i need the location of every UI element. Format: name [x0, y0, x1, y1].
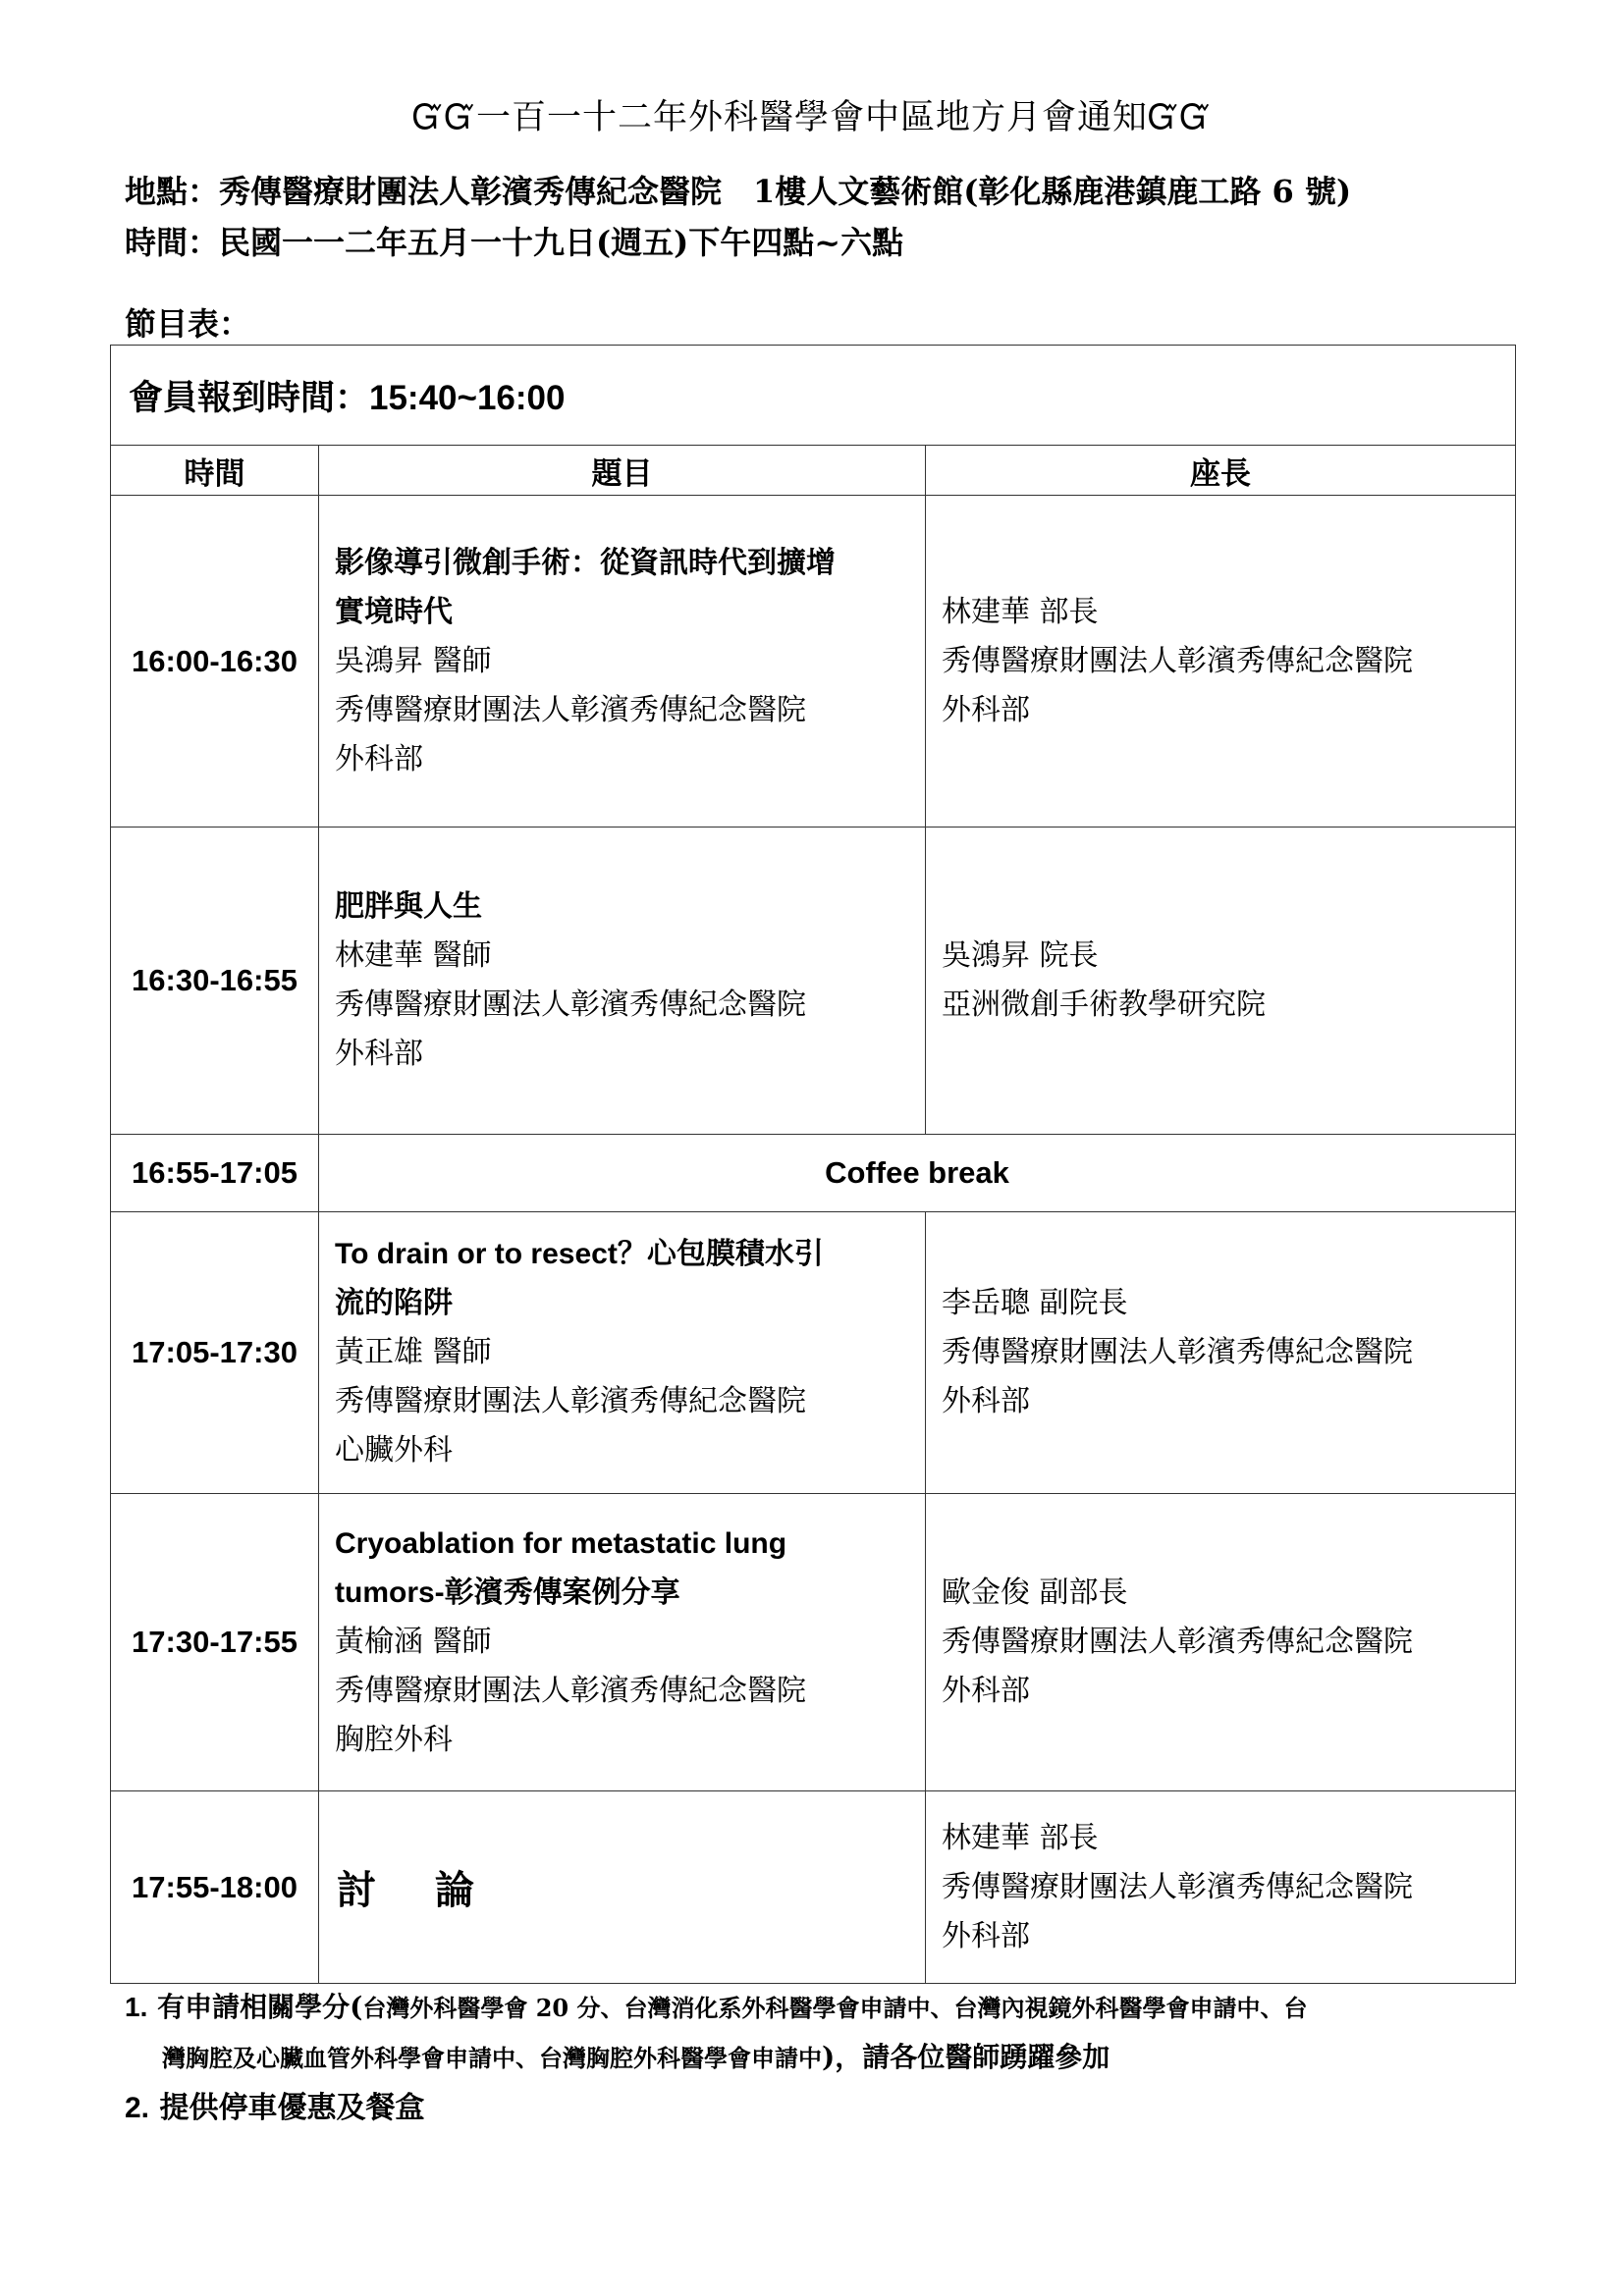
topic-title-line: 實境時代	[335, 594, 453, 629]
speaker-dept: 心臟外科	[335, 1433, 453, 1468]
row-chair	[926, 1791, 1516, 1984]
chair-dept: 外科部	[942, 1918, 1030, 1953]
schedule-table	[110, 345, 1516, 1984]
note-1	[125, 1983, 1529, 2083]
table-row	[111, 1791, 1516, 1984]
table-row	[111, 1135, 1516, 1212]
note-2-text: 提供停車優惠及餐盒	[159, 2091, 425, 2125]
note-1-credits-cont: 灣胸腔及心臟血管外科學會申請中、台灣胸腔外科醫學會申請中	[162, 2044, 822, 2072]
table-row	[111, 828, 1516, 1135]
chair-org: 亞洲微創手術教學研究院	[942, 988, 1266, 1022]
chair-name: 吳鴻昇 院長	[942, 938, 1099, 973]
header-topic: 題目	[319, 446, 926, 496]
topic-title-line: 影像導引微創手術：從資訊時代到擴增	[335, 545, 836, 580]
row-topic	[319, 828, 926, 1135]
note-1-credits: 台灣外科醫學會 20 分、台灣消化系外科醫學會申請中、台灣內視鏡外科醫學會申請中、台	[362, 1994, 1308, 2022]
chair-name: 李岳聰 副院長	[942, 1286, 1128, 1320]
speaker-dept: 外科部	[335, 1037, 423, 1071]
speaker-dept: 胸腔外科	[335, 1723, 453, 1757]
speaker-name: 黃榆涵 醫師	[335, 1625, 492, 1659]
row-chair	[926, 1494, 1516, 1791]
topic-title-line: tumors-彰濱秀傳案例分享	[335, 1576, 680, 1609]
chair-name: 林建華 部長	[942, 1820, 1099, 1855]
speaker-org: 秀傳醫療財團法人彰濱秀傳紀念醫院	[335, 1384, 806, 1418]
header-time: 時間	[111, 446, 319, 496]
note-2-number: 2.	[125, 2092, 150, 2124]
row-time: 17:55-18:00	[111, 1791, 319, 1984]
page-title: ᏳᏳ一百一十二年外科醫學會中區地方月會通知ᏳᏳ	[411, 98, 1213, 137]
chair-dept: 外科部	[942, 1674, 1030, 1708]
header-chair: 座長	[926, 446, 1516, 496]
row-chair	[926, 1212, 1516, 1494]
table-row	[111, 1212, 1516, 1494]
chair-org: 秀傳醫療財團法人彰濱秀傳紀念醫院	[942, 643, 1413, 678]
row-chair	[926, 496, 1516, 828]
speaker-dept: 外科部	[335, 741, 423, 776]
speaker-org: 秀傳醫療財團法人彰濱秀傳紀念醫院	[335, 1674, 806, 1708]
row-topic	[319, 1494, 926, 1791]
row-time: 16:55-17:05	[111, 1135, 319, 1212]
note-1-text-b: )，請各位醫師踴躍參加	[822, 2041, 1110, 2073]
location-line: 地點：秀傳醫療財團法人彰濱秀傳紀念醫院 1樓人文藝術館(彰化縣鹿港鎮鹿工路 6 號)	[125, 173, 1352, 210]
row-time: 17:30-17:55	[111, 1494, 319, 1791]
coffee-break: Coffee break	[319, 1135, 1516, 1212]
topic-title-line: 流的陷阱	[335, 1286, 453, 1320]
header-row	[111, 446, 1516, 496]
row-time: 17:05-17:30	[111, 1212, 319, 1494]
topic-title-line: 肥胖與人生	[335, 889, 482, 924]
row-topic	[319, 496, 926, 828]
speaker-org: 秀傳醫療財團法人彰濱秀傳紀念醫院	[335, 692, 806, 727]
table-row	[111, 496, 1516, 828]
chair-org: 秀傳醫療財團法人彰濱秀傳紀念醫院	[942, 1869, 1413, 1904]
topic-title-line: To drain or to resect？心包膜積水引	[335, 1238, 824, 1270]
time-line: 時間：民國一一二年五月一十九日(週五)下午四點~六點	[125, 224, 904, 261]
discussion: 討 論	[319, 1791, 926, 1984]
row-topic	[319, 1212, 926, 1494]
table-row	[111, 1494, 1516, 1791]
chair-name: 林建華 部長	[942, 594, 1099, 629]
chair-dept: 外科部	[942, 692, 1030, 727]
chair-org: 秀傳醫療財團法人彰濱秀傳紀念醫院	[942, 1335, 1413, 1369]
note-1-number: 1.	[125, 1992, 148, 2022]
checkin-time: 會員報到時間：15:40~16:00	[111, 346, 1516, 446]
speaker-org: 秀傳醫療財團法人彰濱秀傳紀念醫院	[335, 988, 806, 1022]
row-time: 16:30-16:55	[111, 828, 319, 1135]
note-1-text-a: 有申請相關學分(	[157, 1991, 363, 2023]
row-chair	[926, 828, 1516, 1135]
checkin-row	[111, 346, 1516, 446]
chair-name: 歐金俊 副部長	[942, 1575, 1128, 1610]
speaker-name: 吳鴻昇 醫師	[335, 643, 492, 678]
topic-title-line: Cryoablation for metastatic lung	[335, 1527, 787, 1560]
speaker-name: 林建華 醫師	[335, 938, 492, 973]
program-label: 節目表：	[125, 305, 251, 343]
chair-org: 秀傳醫療財團法人彰濱秀傳紀念醫院	[942, 1625, 1413, 1659]
row-time: 16:00-16:30	[111, 496, 319, 828]
note-2	[125, 2083, 424, 2126]
speaker-name: 黃正雄 醫師	[335, 1335, 492, 1369]
chair-dept: 外科部	[942, 1384, 1030, 1418]
